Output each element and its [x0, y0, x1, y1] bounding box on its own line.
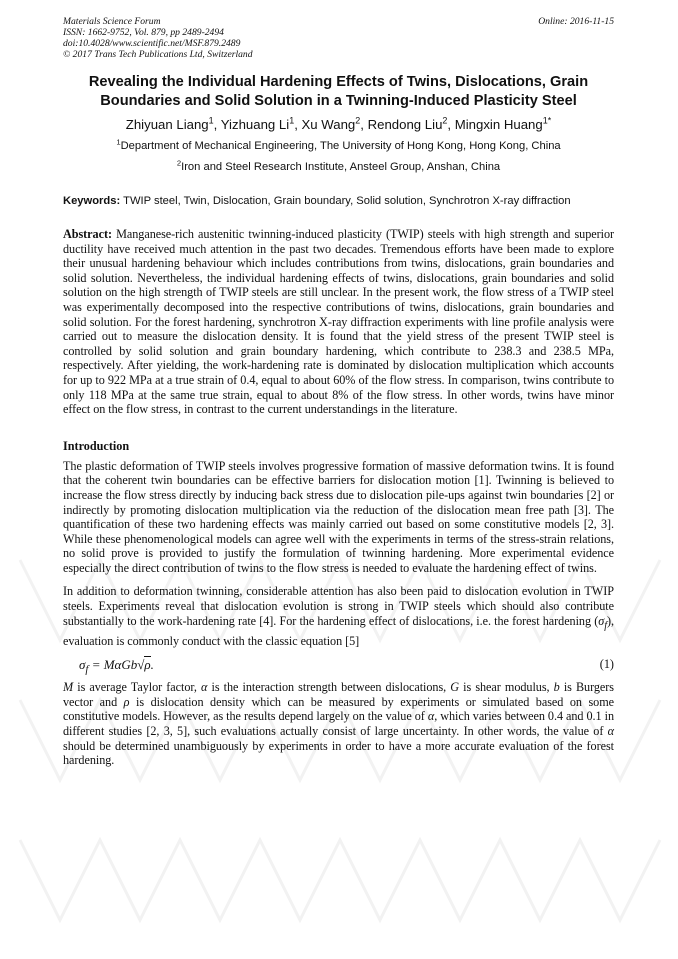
- abstract: [63, 227, 614, 417]
- author: Zhiyuan Liang$^1$: [125, 115, 214, 132]
- copyright-line: © 2017 Trans Tech Publications Ltd, Switzerland: [63, 49, 253, 60]
- abstract-text: Manganese-rich austenitic twinning-induced plasticity (TWIP) steels with high strength and superior ductility have received much attention in the past two decades. Tremendous efforts have been made to explore their unusual hardening behaviour which includes contributions from twins, dislocations, grain boundaries and solid solution. Nevertheless, the individual hardening effects of twins, dislocations, grain boundaries and solid solution on the high strength of TWIP steels are still unclear. In the present work, the flow stress of a TWIP steel was experimentally decomposed into the respective contributions of twins, dislocations, grain boundaries and solid solution. For the forest hardening, synchrotron X-ray diffraction experiments with line profile analysis were carried out to measure the dislocation density. It is found that the yield stress of the present TWIP steel is controlled by solid solution and grain boundary hardening, which contribute to 238.3 and 238.5 MPa, respectively. After yielding, the work-hardening rate is dominated by dislocation multiplication which accounts for up to 922 MPa at a true strain of 0.4, equal to about 60% of the flow stress. In comparison, twins contribute to only 118 MPa at the same true strain, equal to about 8% of the flow stress. In other words, twins have minor effect on the flow stress, in contrast to the current understandings in the literature.: [63, 227, 614, 417]
- section-heading: Introduction: [63, 438, 130, 453]
- journal-header: [63, 16, 614, 60]
- affiliation: $^2$Iron and Steel Research Institute, Ansteel Group, Anshan, China: [176, 158, 501, 173]
- equation-formula: $\sigma_f = M\alpha Gb√\rho$.: [79, 657, 154, 676]
- doi-line: doi:10.4028/www.scientific.net/MSF.879.2489: [63, 38, 241, 49]
- paper-page: [63, 16, 614, 768]
- issn-line: ISSN: 1662-9752, Vol. 879, pp 2489-2494: [63, 27, 224, 38]
- author: Yizhuang Li$^1$: [220, 115, 295, 132]
- keywords: [63, 194, 614, 208]
- author: Xu Wang$^2$: [301, 115, 361, 132]
- online-date: Online: 2016-11-15: [538, 16, 614, 27]
- paper-title: Revealing the Individual Hardening Effects of Twins, Dislocations, Grain Boundaries and Solid Solution in a Twinning-Induced Plasticity Steel: [88, 74, 589, 109]
- affiliation: $^1$Department of Mechanical Engineering, The University of Hong Kong, Hong Kong, China: [116, 137, 561, 152]
- journal-name: Materials Science Forum: [63, 16, 161, 27]
- body-paragraph: In addition to deformation twinning, considerable attention has also been paid to dislocation evolution in TWIP steels. Experiments reveal that dislocation evolution is strong in TWIP steels which should also contribute substantially to the work-hardening rate [4]. For the hardening effect of dislocations, i.e. the forest hardening $(\sigma_f)$, evaluation is commonly conduct with the classic equation [5]: [63, 584, 614, 648]
- keywords-text: TWIP steel, Twin, Dislocation, Grain boundary, Solid solution, Synchrotron X-ray diffraction: [123, 195, 571, 207]
- equation-1: [63, 654, 614, 676]
- keywords-label: Keywords:: [63, 195, 121, 207]
- author: Mingxin Huang$^{1*}$: [454, 115, 552, 132]
- abstract-label: Abstract:: [63, 227, 112, 241]
- equation-number: (1): [599, 657, 614, 672]
- body-paragraph: The plastic deformation of TWIP steels involves progressive formation of massive deformation twins. It is found that the coherent twin boundaries can be effective barriers for dislocation motion [1]. Twinning is believed to increase the flow stress directly by inducing back stress due to dislocation pile-ups against twin boundaries [2] or indirectly by promoting dislocation multiplication via the reduction of the dislocation mean free path [3]. The quantification of these two hardening effects was mainly carried out based on some constitutive models [2, 3]. While these phenomenological models can agree well with the experiments in terms of the stress-strain relations, no solid prove is provided to justify the formulation of twinning hardening. More experimental evidence especially the direct contribution of twins to the flow stress is needed to evaluate the hardening effect of twins.: [63, 458, 614, 575]
- body-paragraph: M is average Taylor factor, α is the interaction strength between dislocations, G is shear modulus, b is Burgers vector and ρ is dislocation density which can be measured by experiments or simulated based on some constitutive models. However, as the results depend largely on the value of α, which varies between 0.4 and 0.1 in different studies [2, 3, 5], such evaluations actually consist of large uncertainty. In other words, the value of α should be determined unambiguously by experiments in order to have a more accurate evaluation of the forest hardening.: [63, 680, 614, 768]
- author-list: Zhiyuan Liang$^1$, Yizhuang Li$^1$, Xu Wang$^2$, Rendong Liu$^2$, Mingxin Huang$^{1*}$: [125, 115, 552, 132]
- author: Rendong Liu$^2$: [367, 115, 448, 132]
